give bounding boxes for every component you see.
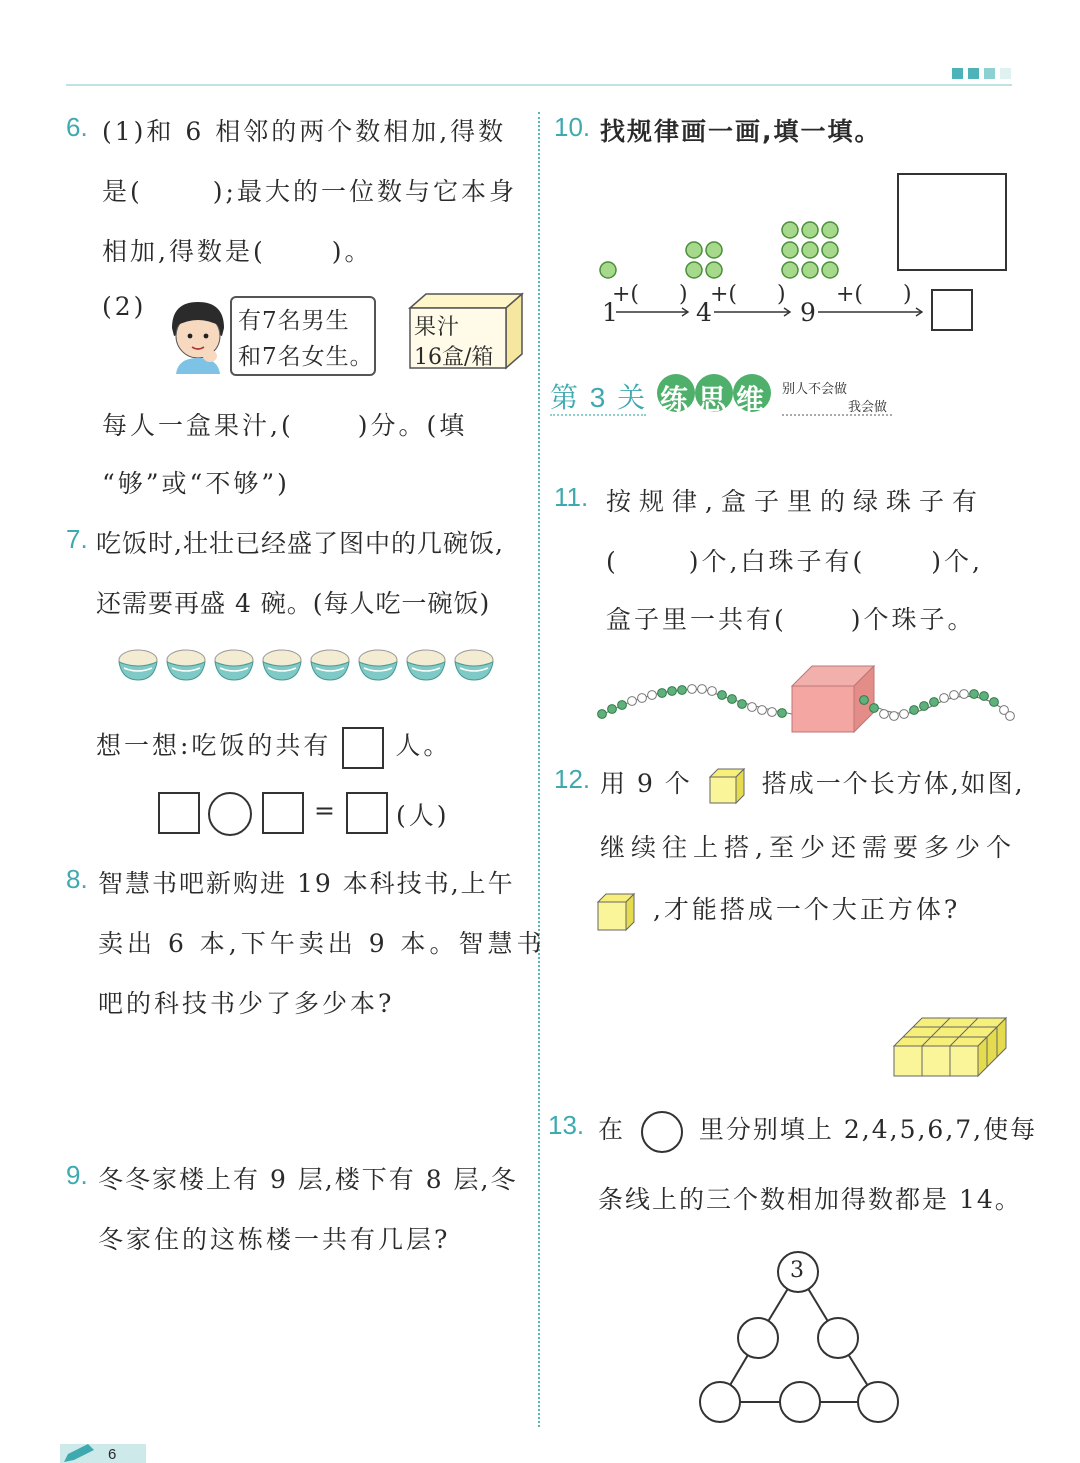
- triangle-node[interactable]: [738, 1318, 778, 1358]
- q13-line2: 条线上的三个数相加得数都是 14。: [598, 1185, 1022, 1214]
- green-bead: [970, 690, 979, 699]
- level-slogan2: 我会做: [848, 399, 888, 414]
- q8-line2: 卖出 6 本,下午卖出 9 本。智慧书: [98, 929, 546, 958]
- answer-box[interactable]: [158, 792, 200, 834]
- level-underline: [550, 414, 646, 416]
- bubble-line1: 有7名男生: [238, 308, 350, 334]
- rice-bowl-icon: [116, 648, 160, 678]
- q9-line2: 冬家住的这栋楼一共有几层?: [98, 1225, 451, 1254]
- green-bead: [738, 700, 747, 709]
- cube-icon: [708, 767, 746, 805]
- q7-number: 7.: [66, 524, 88, 554]
- q7-line1: 吃饭时,壮壮已经盛了图中的几碗饭,: [96, 529, 504, 558]
- q12-line3: ,才能搭成一个大正方体?: [596, 890, 960, 932]
- q11-line3: 盒子里一共有( )个珠子。: [606, 605, 976, 634]
- page-number: 6: [108, 1446, 117, 1463]
- operator-circle[interactable]: [208, 792, 252, 836]
- rice-bowl-icon: [356, 648, 400, 678]
- q6-line2: 是( );最大的一位数与它本身: [102, 177, 517, 206]
- white-bead: [748, 703, 757, 712]
- header-square: [968, 68, 979, 79]
- q12-number: 12.: [554, 764, 591, 794]
- triangle-node[interactable]: [700, 1382, 740, 1422]
- green-bead: [930, 698, 939, 707]
- green-bead: [608, 705, 617, 714]
- column-divider: [538, 112, 540, 1427]
- juice-box-line1: 果汁: [414, 315, 461, 340]
- triangle-node[interactable]: [818, 1318, 858, 1358]
- green-bead: [860, 696, 869, 705]
- q6-line4: 每人一盒果汁,( )分。(填: [102, 411, 468, 440]
- speech-bubble: [230, 296, 376, 376]
- rice-bowl-icon: [308, 648, 352, 678]
- answer-box[interactable]: [346, 792, 388, 834]
- green-bead: [658, 689, 667, 698]
- pencil-icon: [62, 1444, 96, 1463]
- white-bead: [638, 694, 647, 703]
- green-bead: [598, 710, 607, 719]
- q8-line3: 吧的科技书少了多少本?: [98, 989, 395, 1018]
- white-bead: [900, 710, 909, 719]
- green-bead: [728, 695, 737, 704]
- white-bead: [940, 694, 949, 703]
- white-bead: [768, 708, 777, 717]
- page-tab: [60, 1444, 146, 1463]
- header-square: [1000, 68, 1011, 79]
- q6-line3: 相加,得数是( )。: [102, 237, 373, 266]
- bead-string-illustration: [596, 656, 1016, 736]
- white-bead: [950, 691, 959, 700]
- green-bead: [920, 702, 929, 711]
- triangle-top-value: 3: [790, 1258, 804, 1283]
- green-bead: [870, 704, 879, 713]
- rice-bowl-icon: [212, 648, 256, 678]
- q11-number: 11.: [554, 482, 589, 512]
- green-bead: [668, 687, 677, 696]
- q10-plus-3: +( ): [836, 282, 912, 307]
- q12-line1: 用 9 个 搭成一个长方体,如图,: [600, 764, 1025, 805]
- q11-line1: 按规律,盒子里的绿珠子有: [606, 487, 985, 516]
- header-square: [984, 68, 995, 79]
- green-bead: [718, 691, 727, 700]
- cuboid-illustration: [892, 1016, 1008, 1078]
- q10-n2: 4: [696, 298, 715, 327]
- q9-line1: 冬冬家楼上有 9 层,楼下有 8 层,冬: [98, 1165, 518, 1194]
- q12-line2: 继续往上搭,至少还需要多少个: [600, 833, 1017, 862]
- q13-line1: 在 里分别填上 2,4,5,6,7,使每: [598, 1110, 1037, 1153]
- q13-number: 13.: [548, 1110, 585, 1140]
- bubble-line2: 和7名女生。: [238, 344, 374, 370]
- level-banner: [550, 370, 898, 416]
- q6-number: 6.: [66, 112, 88, 142]
- white-bead: [890, 712, 899, 721]
- white-bead: [1006, 712, 1015, 721]
- q10-number: 10.: [554, 112, 591, 142]
- level-label: 第 3 关: [550, 382, 648, 413]
- white-bead: [648, 691, 657, 700]
- header-square: [952, 68, 963, 79]
- q6-part2-label: (2): [102, 292, 147, 321]
- rice-bowl-icon: [452, 648, 496, 678]
- rice-bowls: [116, 648, 506, 684]
- q9-number: 9.: [66, 1160, 88, 1190]
- rice-bowl-icon: [260, 648, 304, 678]
- triangle-node[interactable]: [780, 1382, 820, 1422]
- white-bead: [758, 706, 767, 715]
- white-bead: [708, 687, 717, 696]
- equals-sign: =: [314, 796, 338, 825]
- answer-box[interactable]: [262, 792, 304, 834]
- q10-n1: 1: [602, 298, 621, 327]
- q8-line1: 智慧书吧新购进 19 本科技书,上午: [98, 869, 515, 898]
- unit-label: (人): [396, 801, 450, 830]
- q7-think: 想一想:吃饭的共有 人。: [96, 726, 451, 769]
- green-bead: [980, 692, 989, 701]
- green-bead: [778, 709, 787, 718]
- q10-n3: 9: [800, 298, 819, 327]
- header-rule: [66, 84, 1012, 86]
- boy-illustration: [164, 296, 234, 374]
- rice-bowl-icon: [164, 648, 208, 678]
- green-bead: [990, 698, 999, 707]
- cube-icon: [596, 892, 636, 932]
- q8-number: 8.: [66, 864, 88, 894]
- white-bead: [628, 697, 637, 706]
- level-title: 练思维: [660, 384, 775, 415]
- white-bead: [880, 710, 889, 719]
- answer-box[interactable]: [342, 727, 384, 769]
- q10-plus-2: +( ): [710, 282, 786, 307]
- green-bead: [678, 686, 687, 695]
- white-bead: [698, 685, 707, 694]
- level-slogan1: 别人不会做: [782, 381, 848, 396]
- q10-title: 找规律画一画,填一填。: [600, 117, 882, 146]
- q6-line5: “够”或“不够”): [102, 469, 290, 498]
- juice-box-line2: 16盒/箱: [414, 345, 494, 370]
- white-bead: [960, 690, 969, 699]
- green-bead: [618, 701, 627, 710]
- circle-icon: [641, 1111, 683, 1153]
- triangle-node[interactable]: [858, 1382, 898, 1422]
- green-bead: [910, 706, 919, 715]
- rice-bowl-icon: [404, 648, 448, 678]
- q7-line2: 还需要再盛 4 碗。(每人吃一碗饭): [96, 589, 491, 618]
- q10-plus-1: +( ): [612, 282, 688, 307]
- level-underline: [782, 414, 892, 416]
- q6-line1: (1)和 6 相邻的两个数相加,得数: [102, 117, 507, 146]
- white-bead: [688, 685, 697, 694]
- q11-line2: ( )个,白珠子有( )个,: [606, 547, 983, 576]
